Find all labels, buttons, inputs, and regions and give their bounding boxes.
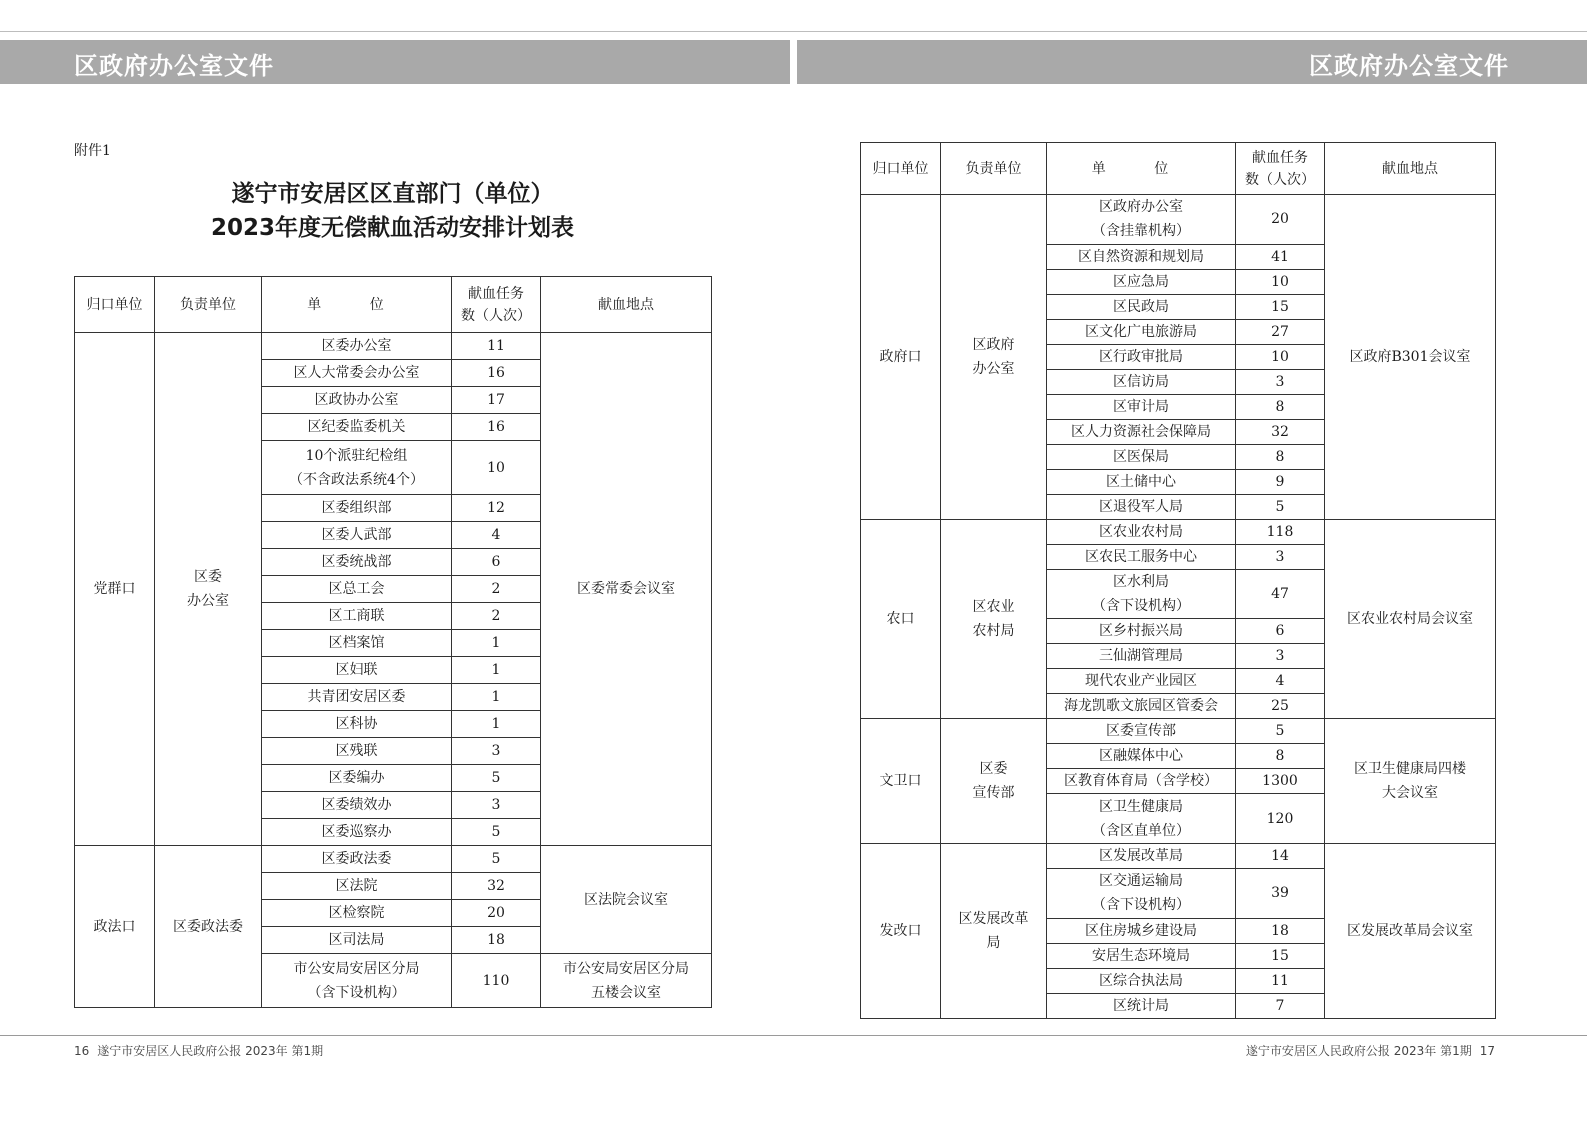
unit-cell-line: 区卫生健康局 <box>1099 798 1183 815</box>
unit-cell <box>262 549 452 576</box>
unit-cell-line: （含下设机构） <box>1092 897 1190 914</box>
count-cell: 39 <box>1236 869 1325 919</box>
unit-cell <box>262 522 452 549</box>
fu-ze-cell-line: 区农业 <box>972 599 1015 616</box>
count-cell: 6 <box>452 549 541 576</box>
unit-cell <box>1047 794 1236 844</box>
unit-cell <box>262 846 452 873</box>
fu-ze-cell <box>941 519 1047 719</box>
header-band-right <box>797 40 1587 84</box>
count-cell: 110 <box>452 954 541 1008</box>
unit-cell-line: 区委办公室 <box>321 338 392 354</box>
count-cell: 10 <box>452 441 541 495</box>
unit-cell <box>1047 469 1236 494</box>
count-cell: 6 <box>1236 619 1325 644</box>
footer-left <box>74 1042 323 1059</box>
unit-cell-line: 区农民工服务中心 <box>1085 548 1197 565</box>
count-cell: 7 <box>1236 993 1325 1018</box>
unit-cell-line: 区委编办 <box>328 770 385 786</box>
unit-cell <box>1047 369 1236 394</box>
location-cell <box>1325 719 1496 844</box>
unit-cell <box>262 657 452 684</box>
header-title-right: 区政府办公室文件 <box>1309 52 1509 80</box>
unit-cell-line: 区工商联 <box>328 608 385 624</box>
unit-cell-line: 区信访局 <box>1113 373 1169 390</box>
unit-cell-line: （含挂靠机构） <box>1092 223 1190 240</box>
footer-text-left: 遂宁市安居区人民政府公报 2023年 第1期 <box>97 1044 324 1058</box>
unit-cell <box>1047 968 1236 993</box>
unit-cell-line: 区妇联 <box>335 662 378 678</box>
page-number-right: 17 <box>1479 1044 1495 1058</box>
count-cell: 32 <box>452 873 541 900</box>
page-number-left: 16 <box>74 1044 90 1058</box>
unit-cell <box>262 333 452 360</box>
unit-cell <box>1047 269 1236 294</box>
unit-cell <box>1047 844 1236 869</box>
top-rule <box>0 31 1587 32</box>
header-gui-kou: 归口单位 <box>75 277 155 333</box>
count-cell: 9 <box>1236 469 1325 494</box>
unit-cell-line: 区司法局 <box>328 932 385 948</box>
location-cell-line: 市公安局安居区分局 <box>563 960 689 977</box>
unit-cell-line: 区融媒体中心 <box>1099 748 1183 765</box>
unit-cell-line: 区委人武部 <box>321 527 392 543</box>
count-cell: 1 <box>452 657 541 684</box>
unit-cell-line: 区人大常委会办公室 <box>293 365 420 381</box>
unit-cell-line: （含区直单位） <box>1092 822 1190 839</box>
count-cell: 8 <box>1236 744 1325 769</box>
count-cell: 25 <box>1236 694 1325 719</box>
unit-cell-line: （含下设机构） <box>307 984 406 1001</box>
unit-cell-line: 区委巡察办 <box>321 824 392 840</box>
unit-cell-line: 区土储中心 <box>1106 473 1176 490</box>
count-cell: 8 <box>1236 394 1325 419</box>
unit-cell <box>1047 519 1236 544</box>
table-row <box>75 333 712 360</box>
unit-cell <box>262 495 452 522</box>
location-cell <box>1325 519 1496 719</box>
unit-cell-line: 海龙凯歌文旅园区管委会 <box>1064 698 1218 715</box>
count-cell: 120 <box>1236 794 1325 844</box>
unit-cell <box>1047 694 1236 719</box>
document-title-line2: 2023年度无偿献血活动安排计划表 <box>210 215 574 241</box>
unit-cell <box>1047 195 1236 245</box>
unit-cell <box>262 387 452 414</box>
count-cell: 10 <box>1236 269 1325 294</box>
count-cell: 20 <box>1236 195 1325 245</box>
count-cell: 47 <box>1236 569 1325 619</box>
unit-cell <box>1047 569 1236 619</box>
count-cell: 5 <box>1236 494 1325 519</box>
unit-cell-line: 区科协 <box>335 716 378 732</box>
fu-ze-cell-line: 农村局 <box>972 623 1015 640</box>
unit-cell-line: 区行政审批局 <box>1099 348 1183 365</box>
location-cell <box>541 333 712 846</box>
count-cell: 4 <box>452 522 541 549</box>
unit-cell-line: 区统计局 <box>1113 997 1169 1014</box>
count-cell: 3 <box>1236 644 1325 669</box>
table-row <box>861 519 1496 544</box>
unit-cell-line: 现代农业产业园区 <box>1085 673 1197 690</box>
count-cell: 11 <box>452 333 541 360</box>
count-cell: 1 <box>452 684 541 711</box>
right-plan-table <box>860 142 1496 1019</box>
fu-ze-cell <box>941 719 1047 844</box>
unit-cell <box>262 414 452 441</box>
unit-cell-line: 共青团安居区委 <box>307 689 406 705</box>
unit-cell <box>1047 444 1236 469</box>
unit-cell <box>1047 993 1236 1018</box>
unit-cell-line: 区委组织部 <box>321 500 392 516</box>
fu-ze-cell <box>941 195 1047 520</box>
unit-cell <box>1047 319 1236 344</box>
count-cell: 1 <box>452 630 541 657</box>
unit-cell <box>262 360 452 387</box>
header-gui-kou: 归口单位 <box>861 143 941 195</box>
unit-cell <box>262 441 452 495</box>
unit-cell-line: 区委政法委 <box>321 851 392 867</box>
unit-cell-line: 区民政局 <box>1113 298 1169 315</box>
table-row <box>861 719 1496 744</box>
footer-rule <box>0 1035 1587 1036</box>
unit-cell <box>1047 244 1236 269</box>
gui-kou-cell: 发改口 <box>861 844 941 1019</box>
count-cell: 18 <box>1236 918 1325 943</box>
count-cell: 16 <box>452 360 541 387</box>
unit-cell-line: 区退役军人局 <box>1099 498 1183 515</box>
count-cell: 5 <box>452 765 541 792</box>
table-header-row <box>75 277 712 333</box>
unit-cell <box>262 603 452 630</box>
unit-cell <box>262 630 452 657</box>
header-count-line1: 献血任务 <box>1252 149 1308 166</box>
header-fu-ze: 负责单位 <box>155 277 262 333</box>
unit-cell <box>262 954 452 1008</box>
unit-cell <box>262 576 452 603</box>
unit-cell-line: 区委宣传部 <box>1106 723 1176 740</box>
count-cell: 20 <box>452 900 541 927</box>
unit-cell-line: 区自然资源和规划局 <box>1078 248 1204 265</box>
count-cell: 118 <box>1236 519 1325 544</box>
unit-cell-line: 区水利局 <box>1113 574 1169 591</box>
footer-right <box>1246 1042 1495 1059</box>
unit-cell-line: 区政协办公室 <box>314 392 399 408</box>
unit-cell <box>1047 918 1236 943</box>
count-cell: 3 <box>1236 369 1325 394</box>
fu-ze-cell-line: 办公室 <box>972 360 1015 377</box>
attachment-label: 附件1 <box>74 143 111 159</box>
table-row <box>861 844 1496 869</box>
unit-cell-line: 区综合执法局 <box>1099 972 1183 989</box>
fu-ze-cell <box>941 844 1047 1019</box>
left-plan-table <box>74 276 712 1008</box>
unit-cell <box>262 900 452 927</box>
count-cell: 27 <box>1236 319 1325 344</box>
header-location: 献血地点 <box>1325 143 1496 195</box>
unit-cell-line: 三仙湖管理局 <box>1099 648 1183 665</box>
fu-ze-cell <box>155 846 262 1008</box>
fu-ze-cell-line: 区委政法委 <box>173 918 243 935</box>
unit-cell-line: 区残联 <box>335 743 378 759</box>
unit-cell <box>1047 769 1236 794</box>
unit-cell-line: 区政府办公室 <box>1099 199 1183 216</box>
fu-ze-cell-line: 办公室 <box>187 593 229 609</box>
unit-cell-line: 安居生态环境局 <box>1092 947 1190 964</box>
unit-cell <box>1047 494 1236 519</box>
header-count-line2: 数（人次） <box>461 307 531 324</box>
unit-cell <box>262 792 452 819</box>
unit-cell <box>1047 544 1236 569</box>
location-cell-line: 大会议室 <box>1382 785 1438 802</box>
count-cell: 15 <box>1236 294 1325 319</box>
count-cell: 16 <box>452 414 541 441</box>
count-cell: 15 <box>1236 943 1325 968</box>
unit-cell <box>1047 719 1236 744</box>
unit-cell-line: 区档案馆 <box>328 635 385 651</box>
count-cell: 32 <box>1236 419 1325 444</box>
fu-ze-cell-line: 区委 <box>194 569 222 585</box>
location-cell-line: 区卫生健康局四楼 <box>1354 761 1466 778</box>
table-header-row <box>861 143 1496 195</box>
count-cell: 5 <box>452 846 541 873</box>
count-cell: 2 <box>452 576 541 603</box>
unit-cell <box>1047 619 1236 644</box>
unit-cell-line: 区发展改革局 <box>1099 848 1183 865</box>
count-cell: 12 <box>452 495 541 522</box>
unit-cell-line: 区审计局 <box>1113 398 1169 415</box>
gui-kou-cell: 农口 <box>861 519 941 719</box>
count-cell: 11 <box>1236 968 1325 993</box>
unit-cell-line: 区委统战部 <box>321 554 392 570</box>
unit-cell-line: 10个派驻纪检组 <box>305 447 408 464</box>
location-cell-line: 区发展改革局会议室 <box>1347 922 1473 939</box>
unit-cell <box>1047 419 1236 444</box>
location-cell-line: 五楼会议室 <box>591 984 661 1001</box>
unit-cell <box>1047 344 1236 369</box>
header-unit: 单 位 <box>262 277 452 333</box>
count-cell: 4 <box>1236 669 1325 694</box>
unit-cell <box>1047 869 1236 919</box>
unit-cell-line: 区纪委监委机关 <box>307 419 406 435</box>
unit-cell-line: 区检察院 <box>328 905 385 921</box>
unit-cell <box>1047 669 1236 694</box>
location-cell <box>1325 844 1496 1019</box>
header-count-line1: 献血任务 <box>468 285 524 302</box>
unit-cell <box>262 819 452 846</box>
count-cell: 2 <box>452 603 541 630</box>
location-cell <box>1325 195 1496 520</box>
count-cell: 1300 <box>1236 769 1325 794</box>
header-count <box>452 277 541 333</box>
count-cell: 3 <box>1236 544 1325 569</box>
unit-cell <box>262 873 452 900</box>
count-cell: 14 <box>1236 844 1325 869</box>
unit-cell <box>1047 394 1236 419</box>
header-location: 献血地点 <box>541 277 712 333</box>
unit-cell <box>262 765 452 792</box>
count-cell: 17 <box>452 387 541 414</box>
unit-cell <box>262 927 452 954</box>
unit-cell <box>262 684 452 711</box>
unit-cell-line: （含下设机构） <box>1092 598 1190 615</box>
gui-kou-cell: 党群口 <box>75 333 155 846</box>
count-cell: 3 <box>452 738 541 765</box>
unit-cell-line: 区乡村振兴局 <box>1099 623 1183 640</box>
header-fu-ze: 负责单位 <box>941 143 1047 195</box>
unit-cell-line: 区农业农村局 <box>1099 523 1183 540</box>
unit-cell-line: 区法院 <box>335 878 378 894</box>
unit-cell-line: 区总工会 <box>328 581 385 597</box>
location-cell-line: 区农业农村局会议室 <box>1347 611 1473 628</box>
unit-cell <box>1047 943 1236 968</box>
location-cell <box>541 846 712 954</box>
unit-cell-line: 区交通运输局 <box>1099 873 1183 890</box>
unit-cell-line: 区人力资源社会保障局 <box>1071 423 1211 440</box>
fu-ze-cell-line: 局 <box>986 934 1001 951</box>
fu-ze-cell-line: 宣传部 <box>972 785 1015 802</box>
unit-cell-line: 区文化广电旅游局 <box>1085 323 1197 340</box>
unit-cell <box>262 738 452 765</box>
header-count-line2: 数（人次） <box>1245 171 1315 188</box>
location-cell <box>541 954 712 1008</box>
gui-kou-cell: 政法口 <box>75 846 155 1008</box>
unit-cell <box>262 711 452 738</box>
unit-cell-line: （不含政法系统4个） <box>289 471 424 488</box>
unit-cell-line: 区应急局 <box>1113 273 1169 290</box>
document-title-line1: 遂宁市安居区区直部门（单位） <box>231 181 554 207</box>
count-cell: 5 <box>452 819 541 846</box>
location-cell-line: 区法院会议室 <box>584 891 668 908</box>
fu-ze-cell <box>155 333 262 846</box>
fu-ze-cell-line: 区政府 <box>972 336 1015 353</box>
gui-kou-cell: 政府口 <box>861 195 941 520</box>
unit-cell <box>1047 744 1236 769</box>
fu-ze-cell-line: 区发展改革 <box>958 910 1029 927</box>
unit-cell-line: 区医保局 <box>1113 448 1169 465</box>
header-title-left: 区政府办公室文件 <box>74 52 274 80</box>
unit-cell-line: 区委绩效办 <box>321 797 392 813</box>
count-cell: 10 <box>1236 344 1325 369</box>
table-row <box>861 195 1496 245</box>
location-cell-line: 区政府B301会议室 <box>1349 348 1471 365</box>
header-unit: 单 位 <box>1047 143 1236 195</box>
count-cell: 5 <box>1236 719 1325 744</box>
unit-cell <box>1047 644 1236 669</box>
count-cell: 8 <box>1236 444 1325 469</box>
gui-kou-cell: 文卫口 <box>861 719 941 844</box>
unit-cell-line: 区教育体育局（含学校） <box>1064 773 1218 790</box>
count-cell: 18 <box>452 927 541 954</box>
count-cell: 3 <box>452 792 541 819</box>
footer-text-right: 遂宁市安居区人民政府公报 2023年 第1期 <box>1245 1044 1472 1058</box>
location-cell-line: 区委常委会议室 <box>577 581 675 597</box>
unit-cell <box>1047 294 1236 319</box>
count-cell: 1 <box>452 711 541 738</box>
header-band-left <box>0 40 790 84</box>
header-count <box>1236 143 1325 195</box>
fu-ze-cell-line: 区委 <box>979 761 1008 778</box>
count-cell: 41 <box>1236 244 1325 269</box>
unit-cell-line: 市公安局安居区分局 <box>293 960 420 977</box>
table-row <box>75 846 712 873</box>
unit-cell-line: 区住房城乡建设局 <box>1085 922 1197 939</box>
